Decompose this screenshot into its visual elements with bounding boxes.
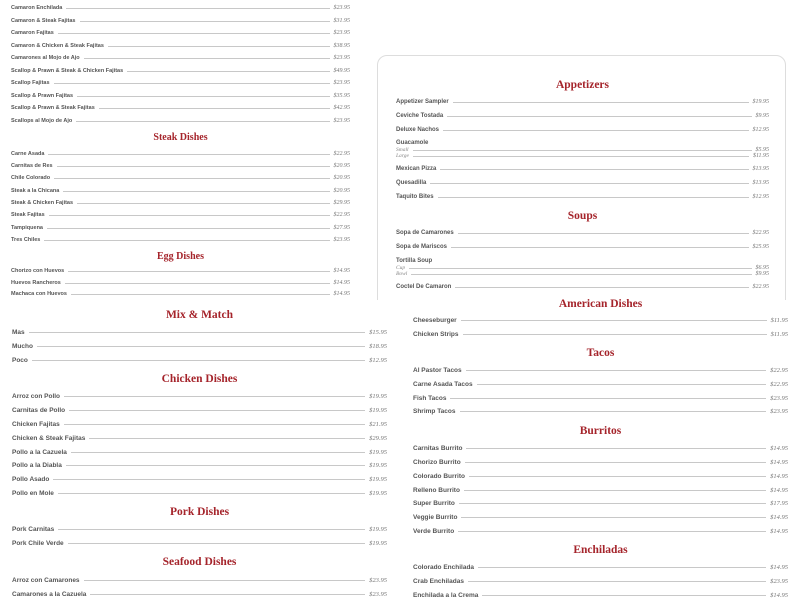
item-price: $14.95	[770, 458, 788, 466]
item-name: Small	[396, 147, 409, 153]
item-price: $31.95	[333, 18, 350, 24]
menu-item	[11, 266, 350, 276]
dot-leader	[65, 283, 330, 284]
dot-leader	[37, 346, 365, 347]
item-price: $13.95	[752, 180, 769, 186]
item-price: $14.95	[770, 563, 788, 571]
item-name: Super Burrito	[413, 499, 455, 507]
item-name: Steak Fajitas	[11, 212, 45, 218]
menu-item	[396, 111, 769, 121]
section-heading: Soups	[567, 210, 598, 222]
item-name: Mas	[12, 328, 25, 336]
item-name: Relleno Burrito	[413, 486, 460, 494]
dot-leader	[127, 71, 329, 72]
dot-leader	[69, 410, 365, 411]
item-name: Scallop & Prawn & Steak & Chicken Fajitas	[11, 68, 124, 74]
menu-item	[12, 391, 387, 401]
dot-leader	[466, 370, 766, 371]
dot-leader	[64, 424, 365, 425]
dot-leader	[99, 108, 330, 109]
item-price: $22.95	[770, 380, 788, 388]
menu-item	[12, 474, 387, 484]
item-name: Poco	[12, 356, 28, 364]
menu-item	[396, 125, 769, 135]
dot-leader	[68, 543, 365, 544]
item-name: Camaron & Steak Fajitas	[11, 18, 76, 24]
item-name: Appetizer Sampler	[396, 99, 449, 105]
menu-item	[413, 485, 788, 495]
item-name: Pollo a la Cazuela	[12, 448, 67, 456]
item-name: Colorado Burrito	[413, 472, 465, 480]
item-price: $19.95	[369, 489, 387, 497]
dot-leader	[66, 8, 329, 9]
section-heading: American Dishes	[558, 298, 643, 310]
item-name: Shrimp Tacos	[413, 407, 456, 415]
dot-leader	[450, 398, 766, 399]
dot-leader	[413, 156, 749, 157]
menu-item	[11, 223, 350, 233]
menu-item	[11, 278, 350, 288]
section-heading: Egg Dishes	[157, 251, 204, 262]
item-name: Sopa de Camarones	[396, 230, 454, 236]
menu-item	[413, 365, 788, 375]
dot-leader	[48, 154, 329, 155]
item-price: $23.95	[770, 394, 788, 402]
item-price: $19.95	[369, 392, 387, 400]
dot-leader	[458, 531, 766, 532]
item-name: Pollo a la Diabla	[12, 461, 62, 469]
item-name: Fish Tacos	[413, 394, 447, 402]
item-name: Scallop & Prawn Fajitas	[11, 93, 74, 99]
dot-leader	[482, 595, 766, 596]
item-name: Mucho	[12, 342, 33, 350]
menu-item	[12, 355, 387, 365]
item-price: $11.95	[770, 316, 788, 324]
item-price: $20.95	[333, 175, 350, 181]
item-price: $12.95	[369, 356, 387, 364]
dot-leader	[77, 96, 329, 97]
item-name: Scallops al Mojo de Ajo	[11, 118, 73, 124]
dot-leader	[89, 438, 365, 439]
item-name: Chile Colorado	[11, 175, 51, 181]
menu-item	[11, 289, 350, 299]
item-name: Carnitas de Res	[11, 163, 53, 169]
menu-item	[11, 16, 350, 26]
item-price: $19.95	[369, 406, 387, 414]
item-name: Coctel De Camaron	[396, 284, 452, 290]
menu-item	[12, 524, 387, 534]
item-price: $14.95	[770, 472, 788, 480]
item-name: Chorizo con Huevos	[11, 268, 65, 274]
item-name: Chicken & Steak Fajitas	[12, 434, 86, 442]
item-name: Mexican Pizza	[396, 166, 437, 172]
dot-leader	[76, 121, 329, 122]
item-name: Camaron Fajitas	[11, 30, 54, 36]
section-heading: Appetizers	[555, 79, 609, 91]
item-price: $23.95	[369, 576, 387, 584]
item-price: $21.95	[369, 420, 387, 428]
dot-leader	[54, 178, 329, 179]
dot-leader	[29, 332, 365, 333]
item-name: Tampiquena	[11, 225, 43, 231]
item-price: $23.95	[333, 118, 350, 124]
dot-leader	[58, 33, 330, 34]
item-price: $22.95	[752, 284, 769, 290]
menu-item	[413, 498, 788, 508]
menu-item	[413, 329, 788, 339]
item-price: $14.95	[770, 513, 788, 521]
item-name: Pollo Asado	[12, 475, 50, 483]
item-price: $38.95	[333, 43, 350, 49]
item-price: $9.95	[755, 271, 769, 277]
item-name: Scallop Fajitas	[11, 80, 50, 86]
section-heading: Enchiladas	[573, 544, 628, 556]
item-name: Pork Chile Verde	[12, 539, 64, 547]
menu-item	[12, 405, 387, 415]
dot-leader	[466, 448, 766, 449]
item-name: Deluxe Nachos	[396, 127, 440, 133]
item-name: Cheeseburger	[413, 316, 457, 324]
item-price: $27.95	[333, 225, 350, 231]
dot-leader	[84, 58, 330, 59]
item-name: Camarones a la Cazuela	[12, 590, 87, 598]
item-price: $14.95	[333, 291, 350, 297]
item-price: $11.95	[752, 153, 769, 159]
dot-leader	[451, 247, 748, 248]
item-price: $23.95	[770, 407, 788, 415]
dot-leader	[44, 240, 329, 241]
menu-item	[413, 562, 788, 572]
item-price: $23.95	[770, 577, 788, 585]
item-name: Large	[396, 153, 409, 159]
item-price: $14.95	[770, 444, 788, 452]
item-price: $42.95	[333, 105, 350, 111]
menu-item	[396, 192, 769, 202]
dot-leader	[440, 169, 748, 170]
item-price: $25.95	[752, 244, 769, 250]
section-heading: Chicken Dishes	[161, 373, 238, 385]
item-price: $23.95	[369, 590, 387, 598]
menu-item	[413, 526, 788, 536]
item-price: $12.95	[752, 194, 769, 200]
item-price: $14.95	[333, 280, 350, 286]
item-price: $22.95	[333, 212, 350, 218]
section-heading: Tacos	[586, 347, 615, 359]
item-price: $49.95	[333, 68, 350, 74]
item-price: $13.95	[752, 166, 769, 172]
dot-leader	[58, 529, 365, 530]
item-price: $23.95	[333, 30, 350, 36]
dot-leader	[478, 567, 766, 568]
menu-item	[12, 538, 387, 548]
menu-item	[413, 315, 788, 325]
dot-leader	[438, 197, 749, 198]
item-name: Guacamole	[396, 140, 429, 146]
menu-item	[413, 512, 788, 522]
menu-item	[11, 66, 350, 76]
item-price: $29.95	[333, 200, 350, 206]
dot-leader	[461, 517, 766, 518]
item-name: Pollo en Mole	[12, 489, 54, 497]
item-price: $9.95	[755, 113, 769, 119]
item-price: $19.95	[369, 461, 387, 469]
menu-item	[11, 41, 350, 51]
section-heading: Burritos	[579, 425, 622, 437]
menu-item	[413, 443, 788, 453]
item-name: Arroz con Camarones	[12, 576, 80, 584]
menu-item	[11, 78, 350, 88]
item-name: Steak & Chicken Fajitas	[11, 200, 74, 206]
dot-leader	[464, 490, 766, 491]
menu-item	[11, 116, 350, 126]
menu-page-top-left	[0, 0, 360, 300]
menu-item	[12, 433, 387, 443]
section-heading: Pork Dishes	[169, 506, 230, 518]
item-name: Carnitas de Pollo	[12, 406, 66, 414]
dot-leader	[80, 21, 330, 22]
item-price: $29.95	[369, 434, 387, 442]
menu-item	[11, 235, 350, 245]
menu-item	[12, 488, 387, 498]
menu-item	[413, 393, 788, 403]
menu-item	[11, 103, 350, 113]
item-price: $17.95	[770, 499, 788, 507]
item-name: Tres Chiles	[11, 237, 41, 243]
menu-item	[413, 471, 788, 481]
item-name: Camarones al Mojo de Ajo	[11, 55, 80, 61]
item-name: Camaron & Chicken & Steak Fajitas	[11, 43, 104, 49]
menu-item	[11, 210, 350, 220]
menu-item	[12, 419, 387, 429]
dot-leader	[53, 479, 365, 480]
dot-leader	[469, 476, 766, 477]
item-price: $20.95	[333, 188, 350, 194]
item-name: Pork Carnitas	[12, 525, 55, 533]
item-name: Verde Burrito	[413, 527, 455, 535]
dot-leader	[58, 493, 365, 494]
item-price: $14.95	[770, 527, 788, 535]
item-name: Bowl	[396, 271, 408, 277]
dot-leader	[453, 102, 749, 103]
item-price: $15.95	[369, 328, 387, 336]
dot-leader	[411, 274, 751, 275]
dot-leader	[47, 228, 330, 229]
item-price: $19.95	[369, 539, 387, 547]
menu-item-option	[396, 269, 769, 279]
dot-leader	[90, 594, 365, 595]
dot-leader	[443, 130, 748, 131]
menu-item	[12, 589, 387, 599]
item-price: $22.95	[770, 366, 788, 374]
menu-item-option	[396, 151, 769, 161]
item-name: Scallop & Prawn & Steak Fajitas	[11, 105, 95, 111]
menu-item	[11, 91, 350, 101]
menu-item	[396, 178, 769, 188]
dot-leader	[460, 411, 767, 412]
item-price: $18.95	[369, 342, 387, 350]
menu-card-appetizers-soups	[377, 55, 786, 317]
menu-item	[12, 447, 387, 457]
item-price: $19.95	[369, 525, 387, 533]
dot-leader	[477, 384, 767, 385]
dot-leader	[447, 116, 751, 117]
menu-item	[11, 173, 350, 183]
item-name: Chicken Strips	[413, 330, 459, 338]
item-price: $20.95	[333, 163, 350, 169]
menu-item	[11, 198, 350, 208]
section-heading: Seafood Dishes	[162, 556, 237, 568]
menu-item	[413, 379, 788, 389]
item-price: $19.95	[369, 448, 387, 456]
menu-item	[12, 341, 387, 351]
dot-leader	[71, 294, 330, 295]
item-price: $14.95	[770, 591, 788, 599]
menu-item	[11, 53, 350, 63]
item-name: Arroz con Pollo	[12, 392, 61, 400]
menu-item	[12, 575, 387, 585]
menu-item	[11, 186, 350, 196]
dot-leader	[463, 334, 767, 335]
item-price: $23.95	[333, 237, 350, 243]
menu-item	[12, 460, 387, 470]
item-price: $14.95	[770, 486, 788, 494]
item-price: $11.95	[770, 330, 788, 338]
item-name: Ceviche Tostada	[396, 113, 444, 119]
dot-leader	[430, 183, 748, 184]
item-price: $23.95	[333, 55, 350, 61]
item-name: Al Pastor Tacos	[413, 366, 462, 374]
dot-leader	[49, 215, 330, 216]
menu-item	[12, 327, 387, 337]
dot-leader	[84, 580, 366, 581]
item-name: Sopa de Mariscos	[396, 244, 448, 250]
item-name: Tortilla Soup	[396, 258, 433, 264]
item-name: Carne Asada	[11, 151, 45, 157]
item-price: $19.95	[369, 475, 387, 483]
dot-leader	[64, 396, 365, 397]
dot-leader	[77, 203, 329, 204]
item-price: $12.95	[752, 127, 769, 133]
item-price: $14.95	[333, 268, 350, 274]
item-price: $6.95	[755, 265, 769, 271]
menu-item	[11, 3, 350, 13]
item-name: Chorizo Burrito	[413, 458, 461, 466]
menu-item	[396, 97, 769, 107]
item-name: Chicken Fajitas	[12, 420, 60, 428]
menu-item	[396, 228, 769, 238]
menu-item	[413, 576, 788, 586]
dot-leader	[71, 452, 365, 453]
menu-item	[11, 149, 350, 159]
item-name: Veggie Burrito	[413, 513, 458, 521]
item-name: Carnitas Burrito	[413, 444, 463, 452]
dot-leader	[108, 46, 330, 47]
item-price: $23.95	[333, 5, 350, 11]
menu-item	[413, 457, 788, 467]
dot-leader	[459, 503, 766, 504]
dot-leader	[468, 581, 766, 582]
item-name: Colorado Enchilada	[413, 563, 475, 571]
item-name: Enchilada a la Crema	[413, 591, 479, 599]
item-name: Cup	[396, 265, 406, 271]
item-name: Crab Enchiladas	[413, 577, 464, 585]
menu-page-bottom	[0, 300, 800, 600]
item-price: $22.95	[333, 151, 350, 157]
menu-item	[413, 590, 788, 600]
menu-item	[11, 28, 350, 38]
item-price: $5.95	[755, 147, 769, 153]
item-price: $23.95	[333, 80, 350, 86]
item-name: Huevos Rancheros	[11, 280, 61, 286]
dot-leader	[32, 360, 365, 361]
dot-leader	[458, 233, 749, 234]
menu-item	[396, 242, 769, 252]
dot-leader	[68, 271, 329, 272]
menu-item	[396, 164, 769, 174]
item-name: Camaron Enchilada	[11, 5, 63, 11]
menu-item	[396, 282, 769, 292]
item-name: Quesadilla	[396, 180, 427, 186]
item-name: Steak a la Chicana	[11, 188, 60, 194]
dot-leader	[455, 287, 748, 288]
item-name: Carne Asada Tacos	[413, 380, 473, 388]
dot-leader	[461, 320, 767, 321]
item-price: $22.95	[752, 230, 769, 236]
section-heading: Mix & Match	[165, 309, 234, 321]
dot-leader	[66, 465, 365, 466]
item-name: Machaca con Huevos	[11, 291, 67, 297]
item-price: $35.95	[333, 93, 350, 99]
dot-leader	[465, 462, 766, 463]
menu-item	[11, 161, 350, 171]
section-heading: Steak Dishes	[153, 132, 208, 143]
dot-leader	[57, 166, 330, 167]
item-price: $19.95	[752, 99, 769, 105]
item-name: Taquito Bites	[396, 194, 434, 200]
dot-leader	[54, 83, 330, 84]
menu-item	[413, 406, 788, 416]
dot-leader	[63, 191, 329, 192]
